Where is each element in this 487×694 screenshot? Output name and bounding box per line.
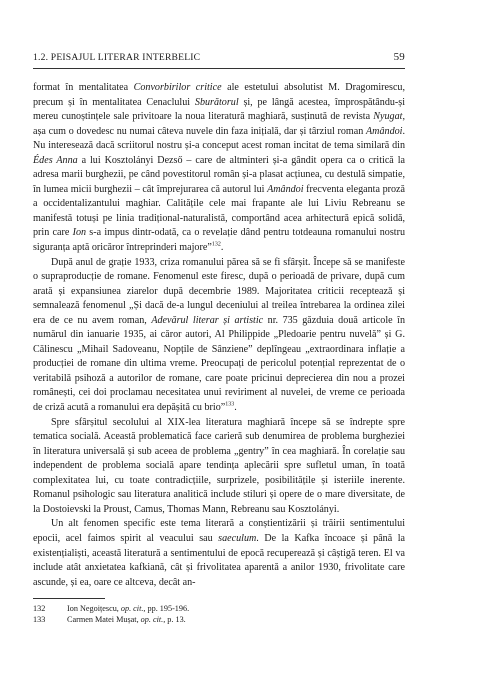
footnotes xyxy=(33,603,405,625)
paragraph: După anul de grație 1933, criza romanului părea să se fi sfârșit. Începe să se manifeste o supraproducție de romane. Fenomenul este firesc, după o perioadă de privare, după cum arată și expansiunea ziarelor după decembrie 1989. Majoritatea criticii recepteazǎ și semnalează fenomenul „Și dacă de-a lungul deceniului al treilea întrebarea la ordinea zilei era de ce nu avem roman, Adevărul literar și artistic nr. 735 găzduia două articole în numărul din ianuarie 1935, ai căror autori, Al Philippide „Pledoarie pentru nuvelă” și G. Călinescu „Mihail Sadoveanu, Nopțile de Sânziene” deplîngeau „extraordinara inflație a producției de romane din ultima vreme. Preocupați de pericolul potențial reprezentat de o veritabilă psihoză a autorilor de romane, care poate pricinui deprecierea din nou a prozei românești, cei doi proclamau necesitatea unui reviriment al nuvelei, de vreme ce perioada de criză acută a romanului era depășită cu brio”$^{133}$. xyxy=(33,256,406,414)
header-rule xyxy=(33,68,405,69)
body-text xyxy=(33,81,405,590)
footnote xyxy=(33,603,405,614)
footnote-number: 133 xyxy=(33,615,46,625)
running-header-section: 1.2. PEISAJUL LITERAR INTERBELIC xyxy=(33,52,201,63)
page-number: 59 xyxy=(393,51,405,63)
footnote xyxy=(33,614,405,625)
paragraph: format în mentalitatea Convorbirilor critice ale estetului absolutist M. Dragomirescu, precum și în mentalitatea Cenaclului Sburătorul și, pe lângă acestea, împrospătându-și mereu cunoștințele sale privitoare la noua literatură maghiară, susținută de revista Nyugat, așa cum o dovedesc nu numai câteva nuvele din faza inițială, dar și târziul roman Amândoi. Nu interesează dacă scriitorul nostru și-a conceput acest roman incitat de tema similară din Édes Anna a lui Kosztolányi Dezső – care de altminteri și-a gândit opera ca o critică la adresa marii burghezii, pe când povestitorul român și-a plasat acțiunea, cu destulă simpatie, în lumea micii burghezii – cât împrejurarea că autorul lui Amândoi frecventa eleganta proză a occidentalizantului maghiar. Calitățile cele mai frapante ale lui Liviu Rebreanu se manifestă totuși pe linia tradițional-naturalistă, comportând acea arhitectură epică solidă, prin care Ion s-a impus dintr-odată, ca o revelație dând pentru totdeauna romanului nostru siguranța aptă oricăror întreprinderi majore”$^{132}$. xyxy=(33,82,406,254)
footnote-text: Ion Negoițescu, op. cit., pp. 195-196. xyxy=(67,604,190,613)
footnote-number: 132 xyxy=(33,604,46,613)
paragraph: Spre sfârșitul secolului al XIX-lea literatura maghiară începe să se îndrepte spre tematica socială. Această problematică face carieră sub denumirea de problema burgheziei în literatura universală și sub aceea de problema „gentry” în cea maghiară. În corelație sau independent de problema socială apare tendința aplecării spre sufletul uman, în toată complexitatea lui, cu toate contradicțiile, surprizele, posibilitățile și isteriile inerente. Romanul psihologic sau literatura analitică include stiluri și opere de o mare diversitate, de la Dostoievski la Proust, Camus, Thomas Mann, Rebreanu sau Kosztolányi. xyxy=(33,416,405,515)
paragraph: Un alt fenomen specific este tema literară a conștientizării și trăirii sentimentului epocii, acel faimos spirit al veacului sau saeculum. De la Kafka încoace și până la existențialiști, această literatură a sentimentului de epocă recuperează și câștigă teren. El va include atât anxietatea kafkiană, cât și frivolitatea aparentă a anilor 1930, frivolitate care ascunde, și ea, oare ce altceva, decât an- xyxy=(33,518,405,588)
running-header xyxy=(33,52,405,66)
footnote-text: Carmen Matei Mușat, op. cit., p. 13. xyxy=(67,615,186,625)
footnote-rule xyxy=(33,598,105,599)
